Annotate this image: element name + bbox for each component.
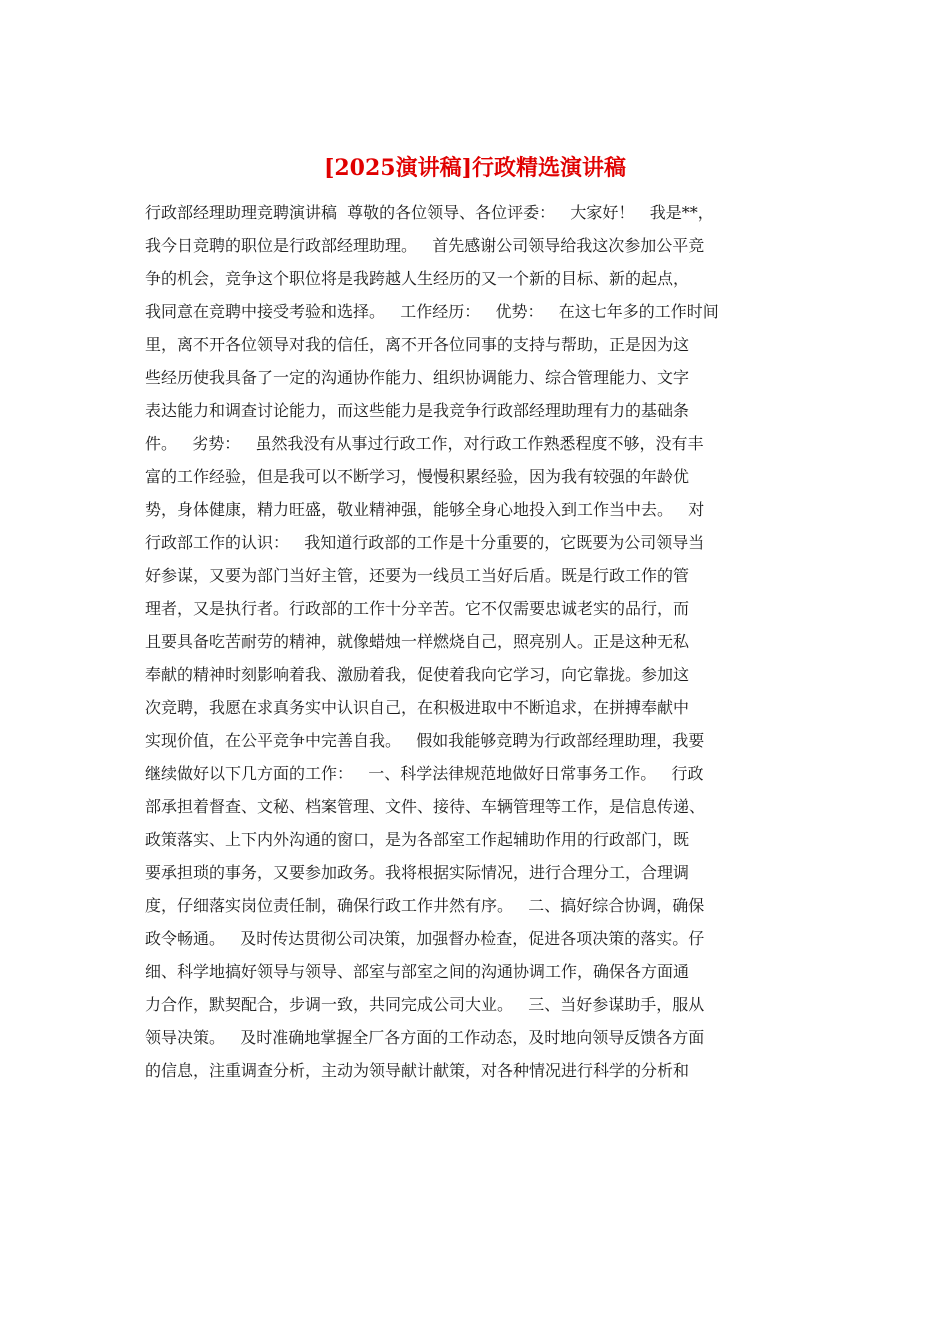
body-text-line: 次竞聘，我愿在求真务实中认识自己，在积极进取中不断追求，在拼搏奉献中 (145, 698, 690, 717)
body-text-line: 件。 劣势： 虽然我没有从事过行政工作，对行政工作熟悉程度不够，没有丰 (145, 434, 704, 453)
body-text-line: 我今日竞聘的职位是行政部经理助理。 首先感谢公司领导给我这次参加公平竞 (145, 236, 705, 255)
body-text-line: 好参谋，又要为部门当好主管，还要为一线员工当好后盾。既是行政工作的管 (145, 566, 690, 585)
body-text-line: 富的工作经验，但是我可以不断学习，慢慢积累经验，因为我有较强的年龄优 (145, 467, 690, 486)
body-text-line: 实现价值，在公平竞争中完善自我。 假如我能够竞聘为行政部经理助理，我要 (145, 731, 705, 750)
document-title: [2025演讲稿]行政精选演讲稿 (323, 155, 627, 181)
body-text-line: 争的机会，竞争这个职位将是我跨越人生经历的又一个新的目标、新的起点， (145, 269, 690, 288)
body-text-line: 要承担琐的事务，又要参加政务。我将根据实际情况，进行合理分工，合理调 (145, 863, 690, 882)
body-text-line: 理者，又是执行者。行政部的工作十分辛苦。它不仅需要忠诚老实的品行，而 (145, 599, 690, 618)
body-text-line: 些经历使我具备了一定的沟通协作能力、组织协调能力、综合管理能力、文字 (145, 368, 690, 387)
body-text-line: 继续做好以下几方面的工作： 一、科学法律规范地做好日常事务工作。 行政 (145, 764, 704, 783)
body-text-line: 势，身体健康，精力旺盛，敬业精神强，能够全身心地投入到工作当中去。 对 (145, 500, 705, 519)
body-text-line: 度，仔细落实岗位责任制，确保行政工作井然有序。 二、搞好综合协调，确保 (145, 896, 705, 915)
body-text-line: 表达能力和调查讨论能力，而这些能力是我竞争行政部经理助理有力的基础条 (145, 401, 690, 420)
body-text-line: 行政部经理助理竞聘演讲稿 尊敬的各位领导、各位评委： 大家好！ 我是**， (145, 203, 714, 222)
body-text-line: 行政部工作的认识： 我知道行政部的工作是十分重要的，它既要为公司领导当 (145, 533, 705, 552)
document-body (145, 196, 825, 1087)
body-text-line: 力合作，默契配合，步调一致，共同完成公司大业。 三、当好参谋助手，服从 (145, 995, 705, 1014)
body-text-line: 政策落实、上下内外沟通的窗口，是为各部室工作起辅助作用的行政部门，既 (145, 830, 690, 849)
body-text-line: 政令畅通。 及时传达贯彻公司决策，加强督办检查，促进各项决策的落实。仔 (145, 929, 705, 948)
body-text-line: 部承担着督查、文秘、档案管理、文件、接待、车辆管理等工作，是信息传递、 (145, 797, 706, 816)
body-text-line: 我同意在竞聘中接受考验和选择。 工作经历： 优势： 在这七年多的工作时间 (145, 302, 719, 321)
body-text-line: 领导决策。 及时准确地掌握全厂各方面的工作动态，及时地向领导反馈各方面 (145, 1028, 705, 1047)
body-text-line: 且要具备吃苦耐劳的精神，就像蜡烛一样燃烧自己，照亮别人。正是这种无私 (145, 632, 690, 651)
body-text-line: 细、科学地搞好领导与领导、部室与部室之间的沟通协调工作，确保各方面通 (145, 962, 690, 981)
body-text-line: 的信息，注重调查分析，主动为领导献计献策，对各种情况进行科学的分析和 (145, 1061, 690, 1080)
body-text-line: 奉献的精神时刻影响着我、激励着我，促使着我向它学习，向它靠拢。参加这 (145, 665, 690, 684)
body-text-line: 里，离不开各位领导对我的信任，离不开各位同事的支持与帮助，正是因为这 (145, 335, 690, 354)
